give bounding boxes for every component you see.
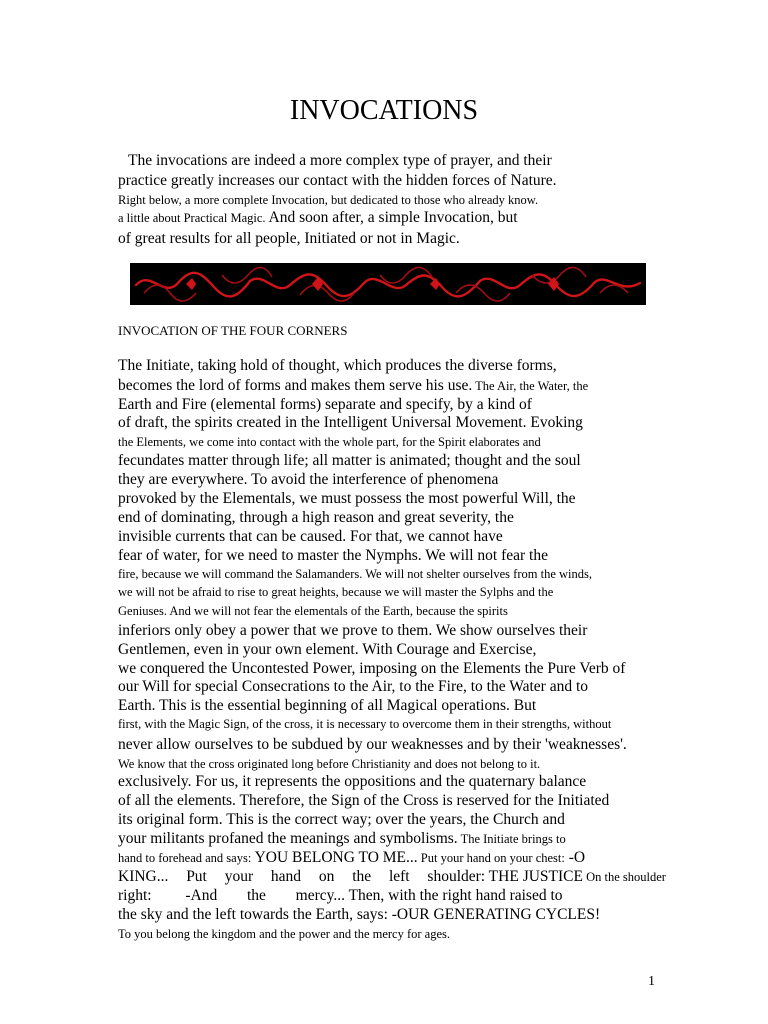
body-line [118,602,508,620]
body-line: end of dominating, through a high reason and great severity, the [118,509,514,526]
body-line: fire, because we will command the Salamanders. We will not shelter ourselves from the winds, [118,567,592,581]
page-title: INVOCATIONS [289,95,479,126]
body-line: Earth and Fire (elemental forms) separate and specify, by a kind of [118,396,532,413]
intro-line: of great results for all people, Initiated or not in Magic. [118,230,460,247]
body-line: provoked by the Elementals, we must possess the most powerful Will, the [118,490,576,507]
word: the [246,887,266,904]
body-line: our Will for special Consecrations to the Air, to the Fire, to the Water and to [118,678,589,695]
body-line: its original form. This is the correct way; over the years, the Church and [118,811,565,828]
word: left [388,868,410,885]
word [427,868,666,886]
word: KING... [118,868,169,885]
word: mercy... Then, with the right hand raised to [295,887,563,904]
page-number: 1 [648,974,655,989]
intro-line: practice greatly increases our contact with the hidden forces of Nature. [118,172,557,189]
intro-line [118,209,518,227]
body-line: the Elements, we come into contact with the whole part, for the Spirit elaborates and [118,435,541,449]
body-line [118,830,566,848]
body-fragment: And we will not fear the elementals of the Earth, because the spirits [166,604,508,618]
body-fragment: your militants profaned the meanings and symbolisms. [118,830,458,847]
body-line: of all the elements. Therefore, the Sign of the Cross is reserved for the Initiated [118,792,610,809]
word: hand [270,868,302,885]
body-line: To you belong the kingdom and the power and the mercy for ages. [118,927,451,941]
body-line: invisible currents that can be caused. For that, we cannot have [118,528,503,545]
word: the [352,868,372,885]
body-fragment: becomes the lord of forms and makes them serve his use. [118,377,473,394]
section-heading: INVOCATION OF THE FOUR CORNERS [118,323,348,338]
body-fragment: The Initiate brings to [457,832,566,846]
body-fragment: shoulder: THE JUSTICE [427,868,583,885]
body-line-justified [118,887,666,905]
body-line: exclusively. For us, it represents the oppositions and the quaternary balance [118,773,587,790]
body-fragment: hand to forehead and says: [118,851,252,865]
word: -And [185,887,218,904]
body-fragment: YOU BELONG TO ME... [251,849,418,866]
body-line-justified [118,868,666,886]
body-line [118,849,585,867]
body-line: Gentlemen, even in your own element. With Courage and Exercise, [118,641,537,658]
body-line: fear of water, for we need to master the Nymphs. We will not fear the [118,547,548,564]
body-line: The Initiate, taking hold of thought, which produces the diverse forms, [118,357,557,374]
body-line: Earth. This is the essential beginning of all Magical operations. But [118,697,537,714]
body-line: we conquered the Uncontested Power, imposing on the Elements the Pure Verb of [118,660,626,677]
ornamental-banner [130,263,646,305]
intro-line: Right below, a more complete Invocation, but dedicated to those who already know. [118,193,539,207]
body-line: inferiors only obey a power that we prove to them. We show ourselves their [118,622,588,639]
body-line: of draft, the spirits created in the Intelligent Universal Movement. Evoking [118,414,583,431]
body-fragment: Geniuses. [118,604,167,618]
intro-fragment: And soon after, a simple Invocation, but [265,209,518,226]
word: Put [186,868,207,885]
intro-line: The invocations are indeed a more complex type of prayer, and their [128,152,552,169]
word: right: [118,887,152,904]
body-line: fecundates matter through life; all matter is animated; thought and the soul [118,452,581,469]
body-line: never allow ourselves to be subdued by our weaknesses and by their 'weaknesses'. [118,736,627,753]
word: on [318,868,335,885]
body-fragment: Put your hand on your chest: [417,851,565,865]
body-line: first, with the Magic Sign, of the cross, it is necessary to overcome them in their strengths, without [118,717,612,731]
red-tribal-ornament-icon [130,263,646,305]
body-line: we will not be afraid to rise to great heights, because we will master the Sylphs and the [118,585,554,599]
body-fragment: On the shoulder [582,870,666,884]
body-fragment: The Air, the Water, the [472,379,589,393]
body-line [118,377,588,395]
word: your [224,868,254,885]
body-line: We know that the cross originated long before Christianity and does not belong to it. [118,757,541,771]
body-line: the sky and the left towards the Earth, says: -OUR GENERATING CYCLES! [118,906,601,923]
body-fragment: -O [564,849,586,866]
body-line: they are everywhere. To avoid the interference of phenomena [118,471,499,488]
intro-fragment: a little about Practical Magic. [118,211,266,225]
